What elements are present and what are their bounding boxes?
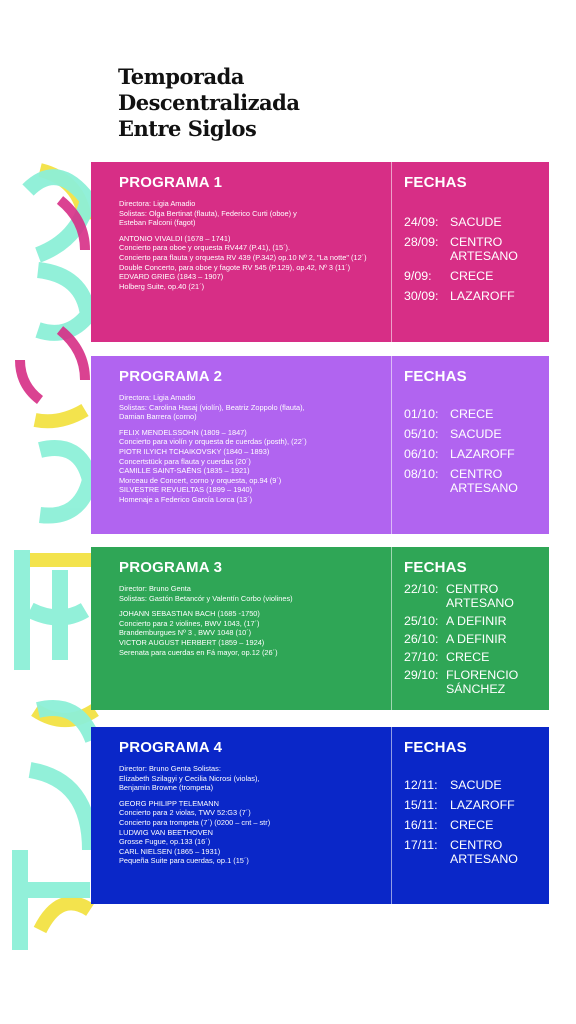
program-line: Grosse Fugue, op.133 (16´) xyxy=(119,837,211,847)
program-title: PROGRAMA 3 xyxy=(119,559,223,576)
decorative-yellow-strokes xyxy=(30,170,100,930)
title-line: Temporada xyxy=(118,64,244,89)
date-list xyxy=(404,582,549,696)
venue: A DEFINIR xyxy=(446,632,507,646)
venue: LAZAROFF xyxy=(450,798,515,812)
program-line: Homenaje a Federico García Lorca (13´) xyxy=(119,494,253,504)
venue: CENTRO ARTESANO xyxy=(450,235,518,263)
date-row xyxy=(404,778,549,792)
program-line: Pequeña Suite para cuerdas, op.1 (15´) xyxy=(119,856,249,866)
program-title: PROGRAMA 2 xyxy=(119,368,223,385)
program-line: Morceau de Concert, corno y orquesta, op.94 (9´) xyxy=(119,475,282,485)
venue: CRECE xyxy=(450,818,494,832)
program-line: PIOTR ILYICH TCHAIKOVSKY (1840 – 1893) xyxy=(119,446,270,456)
date-row xyxy=(404,467,549,495)
program-line: Director: Bruno Genta xyxy=(119,584,191,593)
program-line: Director: Bruno Genta Solistas: xyxy=(119,764,221,773)
program-line: CAMILLE SAINT-SAËNS (1835 – 1921) xyxy=(119,466,250,476)
program-block-3 xyxy=(91,547,549,710)
date: 24/09: xyxy=(404,215,439,229)
date: 9/09: xyxy=(404,269,432,283)
date-list xyxy=(404,407,549,495)
program-line: Directora: Ligia Amadio xyxy=(119,393,196,402)
program-details xyxy=(91,162,392,342)
program-line: GEORG PHILIPP TELEMANN xyxy=(119,798,219,808)
program-line: CARL NIELSEN (1865 – 1931) xyxy=(119,846,221,856)
program-details xyxy=(91,727,392,904)
program-line: Brandemburgues Nº 3 , BWV 1048 (10´) xyxy=(119,628,252,638)
date-row xyxy=(404,447,549,461)
date: 05/10: xyxy=(404,427,439,441)
decorative-mint-strokes xyxy=(20,177,93,950)
title-line: Descentralizada xyxy=(118,90,300,115)
program-line: VICTOR AUGUST HERBERT (1859 – 1924) xyxy=(119,637,265,647)
program-line: Solistas: Olga Bertinat (flauta), Federico Curti (oboe) y xyxy=(119,208,297,218)
fechas-title: FECHAS xyxy=(404,174,467,191)
date-row xyxy=(404,668,549,696)
date-row xyxy=(404,582,549,610)
program-line: FELIX MENDELSSOHN (1809 – 1847) xyxy=(119,427,247,437)
program-block-2 xyxy=(91,356,549,534)
program-block-1 xyxy=(91,162,549,342)
program-lines xyxy=(119,764,391,866)
program-title: PROGRAMA 1 xyxy=(119,174,223,191)
program-lines xyxy=(119,393,391,505)
date-row xyxy=(404,215,549,229)
venue: SACUDE xyxy=(450,427,502,441)
fechas-title: FECHAS xyxy=(404,559,467,576)
date-list xyxy=(404,778,549,866)
date-row xyxy=(404,235,549,263)
program-line: Directora: Ligia Amadio xyxy=(119,199,196,208)
venue: FLORENCIO SÁNCHEZ xyxy=(446,668,519,696)
program-line: Damian Barrera (corno) xyxy=(119,412,197,422)
program-line: Elizabeth Szilagyi y Cecilia Nicrosi (violas), xyxy=(119,773,260,783)
date: 06/10: xyxy=(404,447,439,461)
decorative-pink-strokes xyxy=(20,200,85,400)
date: 17/11: xyxy=(404,838,438,852)
date-row xyxy=(404,269,549,283)
program-line: EDVARD GRIEG (1843 – 1907) xyxy=(119,272,224,282)
program-line: SILVESTRE REVUELTAS (1899 – 1940) xyxy=(119,485,253,495)
venue: CRECE xyxy=(446,650,490,664)
program-line: LUDWIG VAN BEETHOVEN xyxy=(119,827,213,837)
program-line: Concierto para 2 violines, BWV 1043, (17´) xyxy=(119,618,260,628)
venue: LAZAROFF xyxy=(450,289,515,303)
date-row xyxy=(404,818,549,832)
date: 12/11: xyxy=(404,778,438,792)
date: 01/10: xyxy=(404,407,439,421)
program-line: Benjamin Browne (trompeta) xyxy=(119,783,214,793)
date: 26/10: xyxy=(404,632,439,646)
program-line: Solistas: Carolina Hasaj (violín), Beatriz Zoppolo (flauta), xyxy=(119,402,305,412)
program-line: Serenata para cuerdas en Fá mayor, op.12 (26´) xyxy=(119,647,278,657)
date: 15/11: xyxy=(404,798,438,812)
program-line: Concierto para trompeta (7´) (0200 – cnt – str) xyxy=(119,817,271,827)
date: 16/11: xyxy=(404,818,438,832)
date: 22/10: xyxy=(404,582,439,596)
venue: CENTRO ARTESANO xyxy=(450,467,518,495)
date-row xyxy=(404,650,549,664)
program-line: Holberg Suite, op.40 (21´) xyxy=(119,281,205,291)
date: 08/10: xyxy=(404,467,439,481)
program-line: Concierto para violín y orquesta de cuerdas (posth), (22´) xyxy=(119,437,307,447)
program-details xyxy=(91,547,392,710)
venue: A DEFINIR xyxy=(446,614,507,628)
date-row xyxy=(404,838,549,866)
fechas-column xyxy=(392,727,549,904)
program-line: JOHANN SEBASTIAN BACH (1685 -1750) xyxy=(119,609,260,619)
date-row xyxy=(404,427,549,441)
program-block-4 xyxy=(91,727,549,904)
venue: CENTRO ARTESANO xyxy=(450,838,518,866)
program-line: Concierto para oboe y orquesta RV447 (P.41), (15´). xyxy=(119,243,291,253)
program-line: Concertstück para flauta y cuerdas (20´) xyxy=(119,456,251,466)
date: 29/10: xyxy=(404,668,439,682)
fechas-title: FECHAS xyxy=(404,368,467,385)
date-row xyxy=(404,614,549,628)
program-title: PROGRAMA 4 xyxy=(119,739,223,756)
program-lines xyxy=(119,199,391,291)
venue: CRECE xyxy=(450,269,494,283)
program-details xyxy=(91,356,392,534)
program-line: Double Concerto, para oboe y fagote RV 545 (P.129), op.42, Nº 3 (11´) xyxy=(119,262,351,272)
page-title xyxy=(118,64,299,142)
venue: SACUDE xyxy=(450,215,502,229)
title-line: Entre Siglos xyxy=(118,116,257,141)
fechas-column xyxy=(392,162,549,342)
date: 25/10: xyxy=(404,614,439,628)
venue: CENTRO ARTESANO xyxy=(446,582,514,610)
program-line: ANTONIO VIVALDI (1678 – 1741) xyxy=(119,233,231,243)
date: 27/10: xyxy=(404,650,439,664)
fechas-column xyxy=(392,547,549,710)
date-row xyxy=(404,289,549,303)
program-line: Concierto para flauta y orquesta RV 439 (P.342) op.10 Nº 2, "La notte" (12´) xyxy=(119,252,367,262)
fechas-column xyxy=(392,356,549,534)
date-list xyxy=(404,215,549,303)
date-row xyxy=(404,798,549,812)
venue: SACUDE xyxy=(450,778,502,792)
date: 28/09: xyxy=(404,235,439,249)
venue: CRECE xyxy=(450,407,494,421)
date-row xyxy=(404,407,549,421)
date-row xyxy=(404,632,549,646)
program-line: Concierto para 2 violas, TWV 52:G3 (7´) xyxy=(119,808,251,818)
venue: LAZAROFF xyxy=(450,447,515,461)
program-line: Esteban Falconi (fagot) xyxy=(119,218,196,228)
program-line: Solistas: Gastón Betancór y Valentín Corbo (violines) xyxy=(119,593,293,603)
program-lines xyxy=(119,584,391,657)
date: 30/09: xyxy=(404,289,439,303)
fechas-title: FECHAS xyxy=(404,739,467,756)
